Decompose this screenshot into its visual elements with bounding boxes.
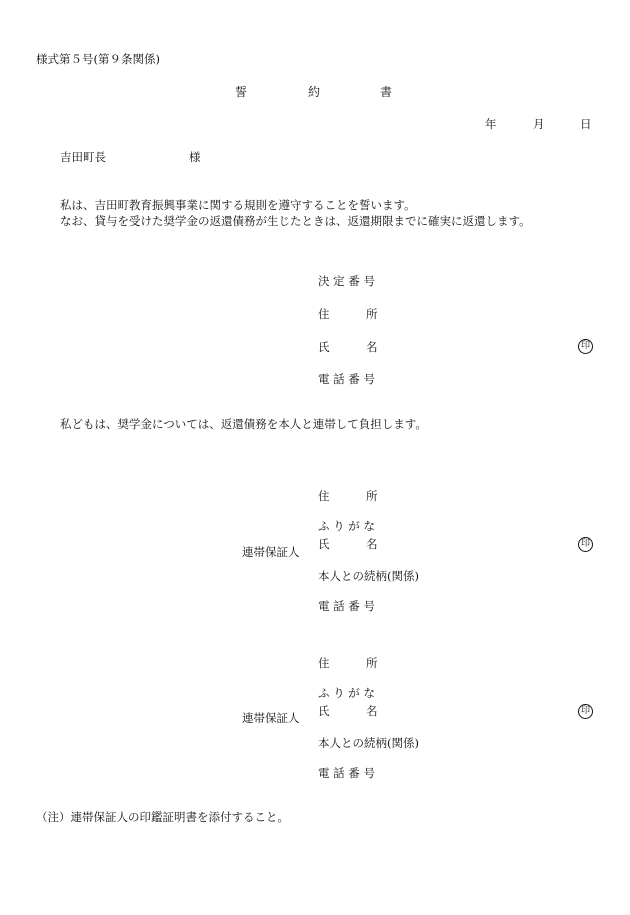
guarantor-phone-label: 電 話 番 号: [318, 599, 375, 613]
pledge-line-1: 私は、吉田町教育振興事業に関する規則を遵守することを誓います。: [60, 198, 416, 212]
seal-mark: 印: [578, 704, 593, 719]
title-char-2: 約: [308, 85, 321, 99]
guarantor-relation-label: 本人との続柄(関係): [318, 569, 419, 583]
title-char-1: 誓: [235, 85, 248, 99]
guarantor-name-label-b: 名: [366, 537, 378, 551]
decision-number-label: 決 定 番 号: [318, 274, 375, 288]
guarantor-phone-label: 電 話 番 号: [318, 766, 375, 780]
date-year: 年: [485, 117, 497, 131]
guarantor-relation-label: 本人との続柄(関係): [318, 736, 419, 750]
guarantor-name-label-b: 名: [366, 704, 378, 718]
guarantor-label: 連帯保証人: [242, 711, 300, 725]
addressee-name: 吉田町長: [60, 150, 106, 164]
form-label: 様式第５号(第９条関係): [36, 52, 160, 66]
name-label-a: 氏: [318, 340, 330, 354]
guarantor-name-label-a: 氏: [318, 537, 330, 551]
guarantor-label: 連帯保証人: [242, 545, 300, 559]
date-month: 月: [533, 117, 545, 131]
date-day: 日: [580, 117, 592, 131]
guarantor-address-label-a: 住: [318, 489, 330, 503]
guarantor-statement: 私どもは、奨学金については、返還債務を本人と連帯して負担します。: [60, 417, 427, 431]
title-char-3: 書: [380, 85, 393, 99]
guarantor-furigana-label: ふ り が な: [318, 519, 375, 533]
seal-mark: 印: [578, 339, 593, 354]
guarantor-name-label-a: 氏: [318, 704, 330, 718]
address-label-a: 住: [318, 307, 330, 321]
addressee-honorific: 様: [189, 150, 201, 164]
address-label-b: 所: [366, 307, 378, 321]
guarantor-furigana-label: ふ り が な: [318, 686, 375, 700]
seal-mark: 印: [578, 537, 593, 552]
name-label-b: 名: [366, 340, 378, 354]
guarantor-address-label-a: 住: [318, 656, 330, 670]
footnote: （注）連帯保証人の印鑑証明書を添付すること。: [36, 810, 289, 824]
phone-label: 電 話 番 号: [318, 372, 375, 386]
guarantor-address-label-b: 所: [366, 656, 378, 670]
guarantor-address-label-b: 所: [366, 489, 378, 503]
pledge-line-2: なお、貸与を受けた奨学金の返還債務が生じたときは、返還期限までに確実に返還します。: [60, 214, 531, 228]
